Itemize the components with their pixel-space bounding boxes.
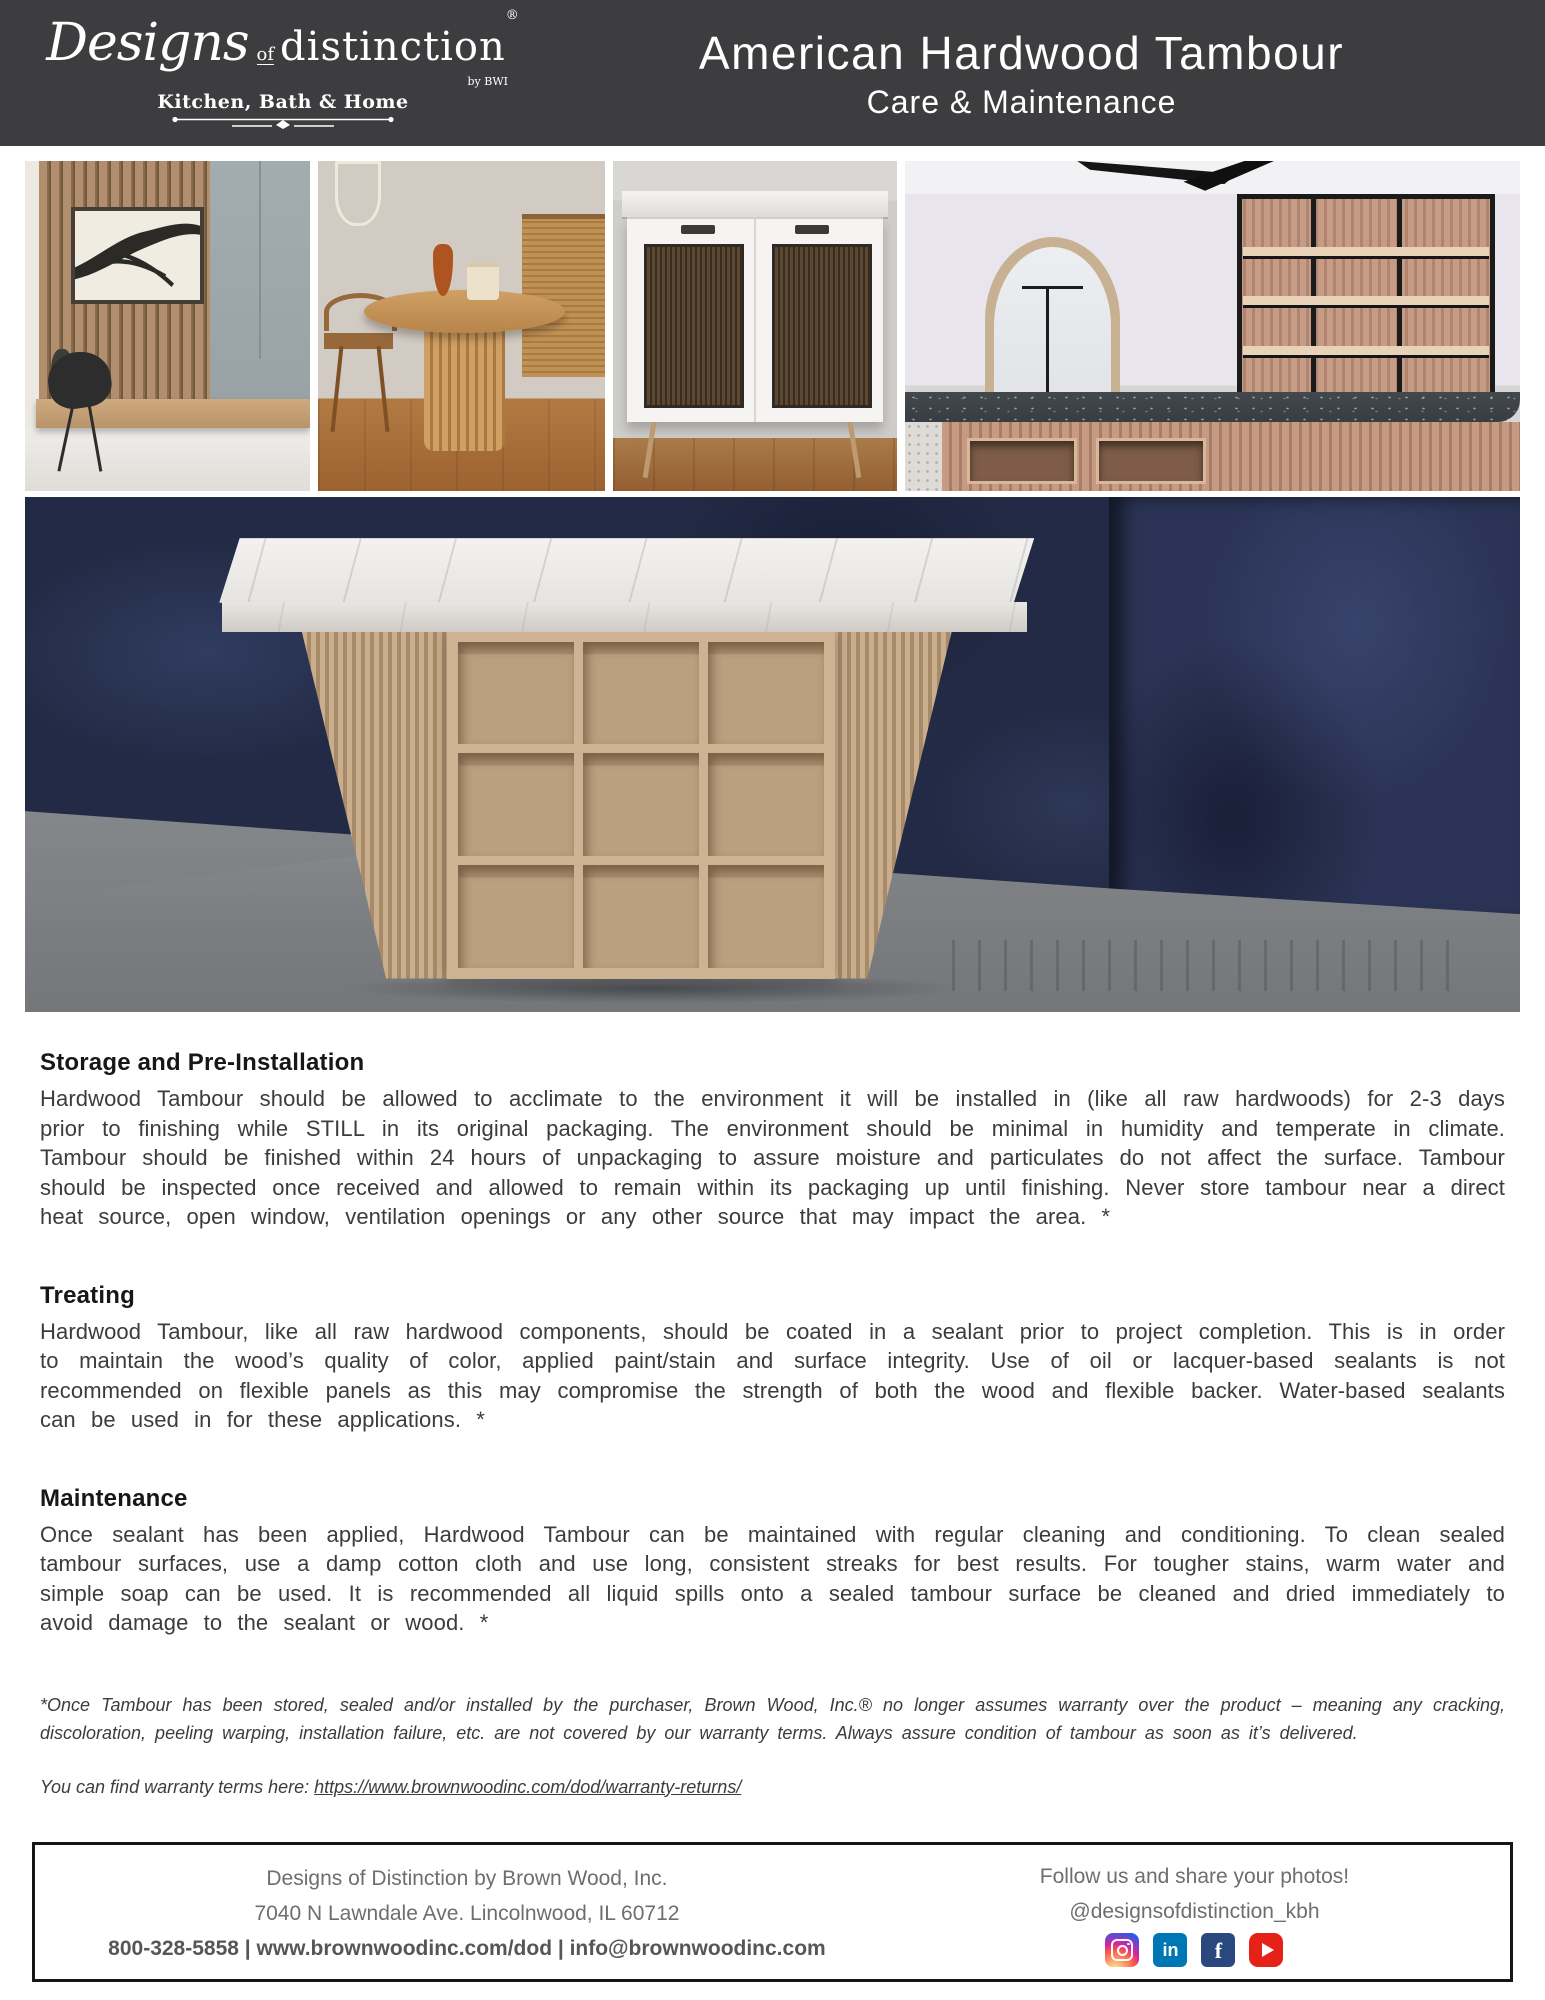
tambour-door-panel xyxy=(772,244,872,408)
gallery-photo-white-tambour-cabinet xyxy=(613,161,897,491)
counter-cubby xyxy=(967,438,1078,484)
warranty-prefix: You can find warranty terms here: xyxy=(40,1776,315,1797)
wall-column xyxy=(1109,497,1520,924)
stone-counter-top xyxy=(905,392,1520,422)
logo-byline: by BWI xyxy=(467,75,508,88)
footer-company-name: Designs of Distinction by Brown Wood, Inc. xyxy=(266,1866,668,1890)
footer-box xyxy=(32,1842,1513,1982)
logo-tagline: Kitchen, Bath & Home xyxy=(157,91,409,113)
social-icons-row xyxy=(889,1933,1500,1967)
hero-photo-marble-top-console xyxy=(25,497,1520,1012)
logo-divider-ornament-icon xyxy=(170,116,396,129)
gallery-photo-retail-counter xyxy=(905,161,1520,491)
logo-of-text: of xyxy=(256,44,275,65)
warranty-terms-line xyxy=(40,1777,1505,1798)
cookie-jar xyxy=(467,263,499,300)
fluted-pedestal xyxy=(424,316,504,451)
section-body-storage: Hardwood Tambour should be allowed to acclimate to the environment it will be installed in (like all raw hardwoods) for 2-3 days prior to finishing while STILL in its original packaging. The environment should be minimal in humidity and temperate in climate. Tambour should be finished within 24 hours of unpackaging to assure moisture and particulates do not affect the surface. Tambour should be inspected once received and allowed to remain within its packaging up until finishing. Never store tambour near a direct heat source, open window, ventilation openings or any other source that may impact the area. * xyxy=(40,1086,1505,1229)
section-body-maintenance: Once sealant has been applied, Hardwood Tambour can be maintained with regular cleaning and conditioning. To clean sealed tambour surfaces, use a damp cotton cloth and use long, consistent streaks for best results. For tougher stains, warm water and simple soap can be used. It is recommended all liquid spills onto a sealed tambour surface be cleaned and dried immediately to avoid damage to the sealant or wood. * xyxy=(40,1521,1505,1635)
section-heading-storage: Storage and Pre-Installation xyxy=(40,1049,365,1076)
document-title-block xyxy=(518,26,1545,121)
page-subtitle: Care & Maintenance xyxy=(866,83,1177,120)
oak-cubby-shelves xyxy=(447,631,836,979)
door-handle xyxy=(795,225,829,233)
tambour-door-panel xyxy=(644,244,744,408)
section-body-treating: Hardwood Tambour, like all raw hardwood components, should be coated in a sealant prior to project completion. This is in order to maintain the wood’s quality of color, applied paint/stain and surface integrity. Use of oil or lacquer-based sealants is not recommended on flexible panels as this may compromise the strength of both the wood and flexible backer. Water-based sealants can be used in for these applications. * xyxy=(40,1318,1505,1432)
section-heading-treating: Treating xyxy=(40,1281,135,1309)
registered-mark: ® xyxy=(505,8,520,23)
footer-social-handle: @designsofdistinction_kbh xyxy=(1069,1900,1320,1923)
footer-social-block xyxy=(889,1859,1500,1967)
footer-contact-line: 800-328-5858 | www.brownwoodinc.com/dod | info@brownwoodinc.com xyxy=(108,1936,826,1960)
marble-counter-top xyxy=(622,191,889,217)
marble-slab-top xyxy=(219,538,1034,602)
framed-artwork xyxy=(71,207,204,304)
youtube-icon[interactable] xyxy=(1249,1933,1283,1967)
door-handle xyxy=(681,225,715,233)
logo-script-text: Designs xyxy=(46,13,249,73)
gallery-photo-fluted-dining-table xyxy=(318,161,605,491)
page-title: American Hardwood Tambour xyxy=(698,26,1345,79)
counter-cubby xyxy=(1096,438,1207,484)
gallery-photo-office-slat-wall xyxy=(25,161,310,491)
warranty-disclaimer: *Once Tambour has been stored, sealed and/or installed by the purchaser, Brown Wood, Inc.® no longer assumes warranty over the product – meaning any cracking, discoloration, peeling warping, installation failure, etc. are not covered by our warranty terms. Always assure condition of tambour as soon as it’s delivered. xyxy=(40,1694,1505,1743)
document-body xyxy=(40,1049,1505,1798)
amber-vase xyxy=(433,244,453,297)
facebook-icon[interactable]: f xyxy=(1201,1933,1235,1967)
header-bar xyxy=(0,0,1545,146)
instagram-icon[interactable] xyxy=(1105,1933,1139,1967)
footer-address: 7040 N Lawndale Ave. Lincolnwood, IL 60712 xyxy=(254,1901,680,1925)
photo-gallery-strip xyxy=(25,161,1520,491)
hanging-net-bag xyxy=(335,161,381,226)
linkedin-icon[interactable]: in xyxy=(1153,1933,1187,1967)
round-tabletop xyxy=(364,290,565,333)
section-heading-maintenance: Maintenance xyxy=(40,1484,188,1512)
brand-logo xyxy=(0,8,520,129)
footer-company-block xyxy=(45,1861,889,1966)
logo-wordmark-text: distinction® xyxy=(280,8,520,70)
footer-follow-text: Follow us and share your photos! xyxy=(1039,1865,1350,1888)
warranty-link[interactable]: https://www.brownwoodinc.com/dod/warranty-returns/ xyxy=(314,1776,742,1797)
